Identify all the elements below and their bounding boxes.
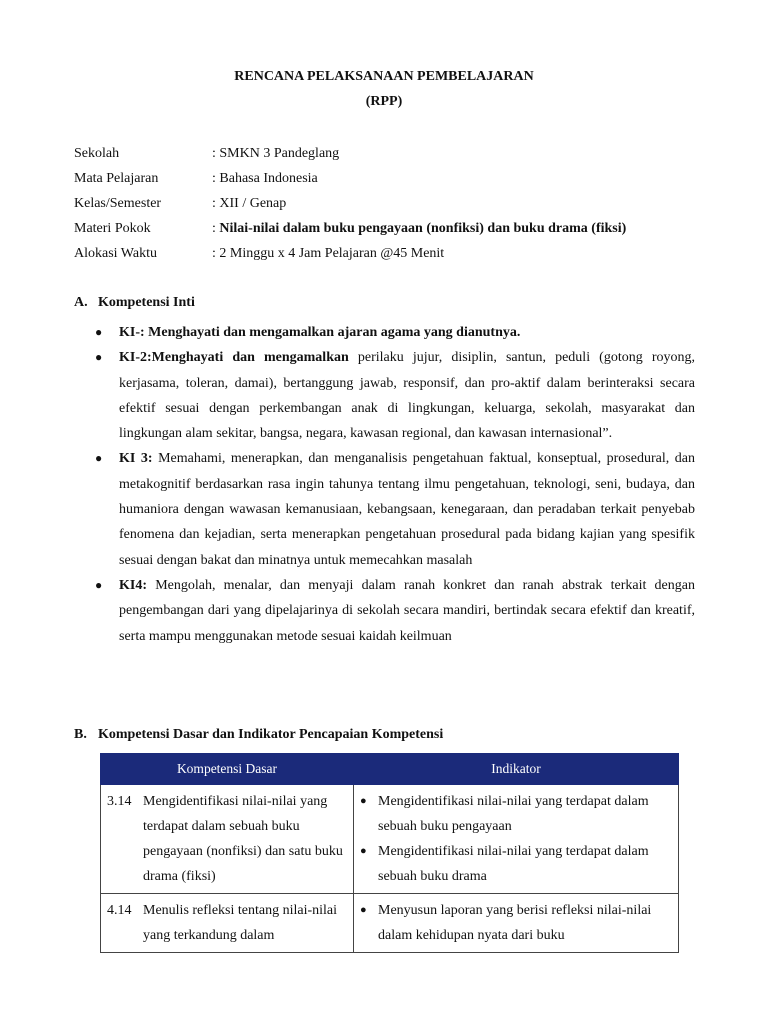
section-letter: A. [74, 295, 88, 310]
indicator-cell [354, 785, 679, 894]
document-subtitle: (RPP) [365, 94, 403, 109]
info-label: Kelas/Semester [74, 196, 162, 211]
info-value: : Bahasa Indonesia [212, 171, 318, 186]
bullet-icon: ● [95, 350, 103, 365]
ki-list [95, 320, 695, 649]
info-label: Mata Pelajaran [74, 171, 159, 186]
info-value-bold: Nilai-nilai dalam buku pengayaan (nonfiksi) dan buku drama (fiksi) [219, 221, 627, 236]
section-title: Kompetensi Dasar dan Indikator Pencapaian Kompetensi [98, 727, 444, 742]
bullet-icon: ● [360, 845, 367, 857]
info-row-class [74, 195, 626, 220]
ki-label: KI-: Menghayati dan mengamalkan ajaran agama yang dianutnya. [119, 325, 521, 340]
column-header: Indikator [354, 754, 679, 785]
info-row-topic [74, 220, 626, 245]
competency-table [100, 753, 679, 953]
table-row [101, 894, 679, 953]
column-header: Kompetensi Dasar [101, 754, 354, 785]
ki-body: perilaku jujur, disiplin, santun, peduli (gotong royong, kerjasama, toleran, damai), bertanggung jawab, responsif, dan pro-aktif dalam berinteraksi secara efektif sesuai dengan perkembangan anak di lingkungan, keluarga, sekolah, masyarakat dan lingkungan alam sekitar, bangsa, negara, kawasan regional, dan kawasan internasional”. [119, 350, 696, 442]
identity-block [74, 145, 626, 270]
list-item [95, 446, 695, 572]
list-item [95, 573, 695, 649]
section-a-heading [74, 295, 195, 311]
info-value: : XII / Genap [212, 196, 287, 211]
indicator-text: Mengidentifikasi nilai-nilai yang terdapat dalam sebuah buku drama [378, 844, 649, 884]
kd-cell [101, 894, 354, 953]
kd-number: 4.14 [107, 903, 132, 918]
indicator-cell [354, 894, 679, 953]
bullet-icon: ● [360, 904, 367, 916]
kd-text: Menulis refleksi tentang nilai-nilai yang terkandung dalam [143, 903, 338, 943]
indicator-text: Mengidentifikasi nilai-nilai yang terdapat dalam sebuah buku pengayaan [378, 794, 649, 834]
info-value: : SMKN 3 Pandeglang [212, 146, 340, 161]
info-label: Materi Pokok [74, 221, 151, 236]
section-b-heading [74, 727, 443, 743]
list-item [360, 898, 672, 948]
table-header-row [101, 754, 679, 785]
kd-text: Mengidentifikasi nilai-nilai yang terdapat dalam sebuah buku pengayaan (nonfiksi) dan satu buku drama (fiksi) [143, 794, 343, 884]
ki-label: KI 3: [119, 451, 153, 467]
list-item [95, 320, 695, 345]
bullet-icon: ● [95, 451, 103, 466]
table-row [101, 785, 679, 894]
section-title: Kompetensi Inti [98, 295, 195, 310]
document-title: RENCANA PELAKSANAAN PEMBELAJARAN [234, 69, 534, 84]
ki-label: KI4: [119, 577, 147, 593]
bullet-icon: ● [360, 795, 367, 807]
info-label: Sekolah [74, 146, 120, 161]
list-item [360, 839, 672, 889]
info-label: Alokasi Waktu [74, 246, 157, 261]
ki-body: Mengolah, menalar, dan menyaji dalam ranah konkret dan ranah abstrak terkait dengan pengembangan dari yang dipelajarinya di sekolah secara mandiri, bertindak secara efektif dan kreatif, serta mampu menggunakan metode sesuai kaidah keilmuan [119, 577, 695, 644]
indicator-text: Menyusun laporan yang berisi refleksi nilai-nilai dalam kehidupan nyata dari buku [378, 903, 652, 943]
kd-cell [101, 785, 354, 894]
ki-body: Memahami, menerapkan, dan menganalisis pengetahuan faktual, konseptual, prosedural, dan metakognitif berdasarkan rasa ingin tahunya tentang ilmu pengetahuan, teknologi, seni, budaya, dan humaniora dengan wawasan kemanusiaan, kebangsaan, kenegaraan, dan peradaban terkait penyebab fenomena dan kejadian, serta menerapkan pengetahuan prosedural pada bidang kajian yang spesifik sesuai dengan bakat dan minatnya untuk memecahkan masalah [119, 451, 695, 568]
list-item [95, 345, 695, 446]
bullet-icon: ● [95, 577, 103, 592]
info-value: : 2 Minggu x 4 Jam Pelajaran @45 Menit [212, 246, 445, 261]
info-row-time [74, 245, 626, 270]
kd-number: 3.14 [107, 794, 132, 809]
info-row-school [74, 145, 626, 170]
info-colon: : [212, 221, 220, 236]
section-letter: B. [74, 727, 87, 742]
ki-label: KI-2:Menghayati dan mengamalkan [119, 350, 349, 366]
list-item [360, 789, 672, 839]
bullet-icon: ● [95, 325, 103, 339]
info-row-subject [74, 170, 626, 195]
info-value [212, 220, 626, 245]
